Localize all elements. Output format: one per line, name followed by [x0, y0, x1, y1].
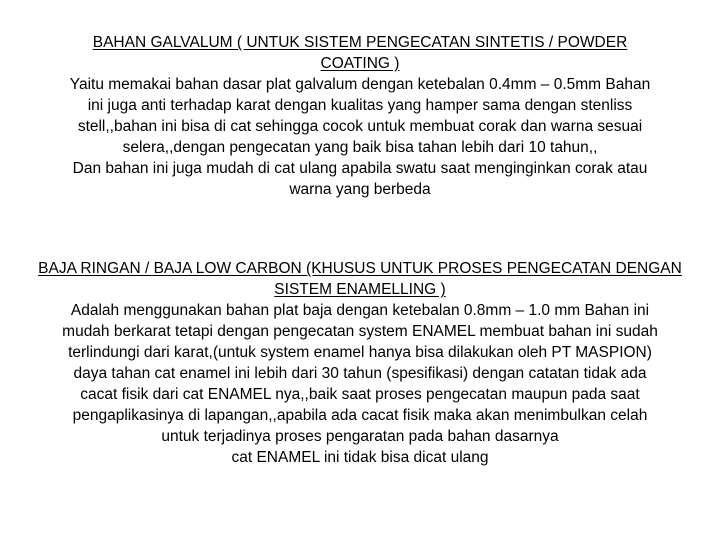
- section-baja-ringan: [0, 258, 720, 468]
- body-line: Dan bahan ini juga mudah di cat ulang apabila swatu saat menginginkan corak atau: [72, 160, 648, 177]
- body-line: Adalah menggunakan bahan plat baja dengan ketebalan 0.8mm – 1.0 mm Bahan ini: [70, 302, 650, 319]
- section-heading: [0, 32, 720, 74]
- body-line: terlindungi dari karat,(untuk system enamel hanya bisa dilakukan oleh PT MASPION): [68, 344, 652, 361]
- body-line: daya tahan cat enamel ini lebih dari 30 tahun (spesifikasi) dengan catatan tidak ada: [73, 365, 647, 382]
- body-line: stell,,bahan ini bisa di cat sehingga cocok untuk membuat corak dan warna sesuai: [77, 118, 643, 135]
- heading-line: BAHAN GALVALUM ( UNTUK SISTEM PENGECATAN SINTETIS / POWDER: [92, 34, 628, 51]
- body-line: Yaitu memakai bahan dasar plat galvalum dengan ketebalan 0.4mm – 0.5mm Bahan: [69, 76, 651, 93]
- heading-line: COATING ): [320, 55, 400, 72]
- heading-line: SISTEM ENAMELLING ): [274, 281, 446, 298]
- body-line: cat ENAMEL ini tidak bisa dicat ulang: [231, 449, 489, 466]
- body-line: warna yang berbeda: [289, 181, 431, 198]
- section-body: [0, 300, 720, 468]
- body-line: mudah berkarat tetapi dengan pengecatan system ENAMEL membuat bahan ini sudah: [62, 323, 658, 340]
- body-line: pengaplikasinya di lapangan,,apabila ada cacat fisik maka akan menimbulkan celah: [72, 407, 648, 424]
- section-galvalum: [0, 32, 720, 200]
- body-line: untuk terjadinya proses pengaratan pada bahan dasarnya: [161, 428, 559, 445]
- section-body: [0, 74, 720, 200]
- body-line: cacat fisik dari cat ENAMEL nya,,baik saat proses pengecatan maupun pada saat: [80, 386, 640, 403]
- heading-line: BAJA RINGAN / BAJA LOW CARBON (KHUSUS UNTUK PROSES PENGECATAN DENGAN: [38, 260, 682, 277]
- body-line: selera,,dengan pengecatan yang baik bisa tahan lebih dari 10 tahun,,: [122, 139, 598, 156]
- body-line: ini juga anti terhadap karat dengan kualitas yang hamper sama dengan stenliss: [87, 97, 633, 114]
- section-heading: [0, 258, 720, 300]
